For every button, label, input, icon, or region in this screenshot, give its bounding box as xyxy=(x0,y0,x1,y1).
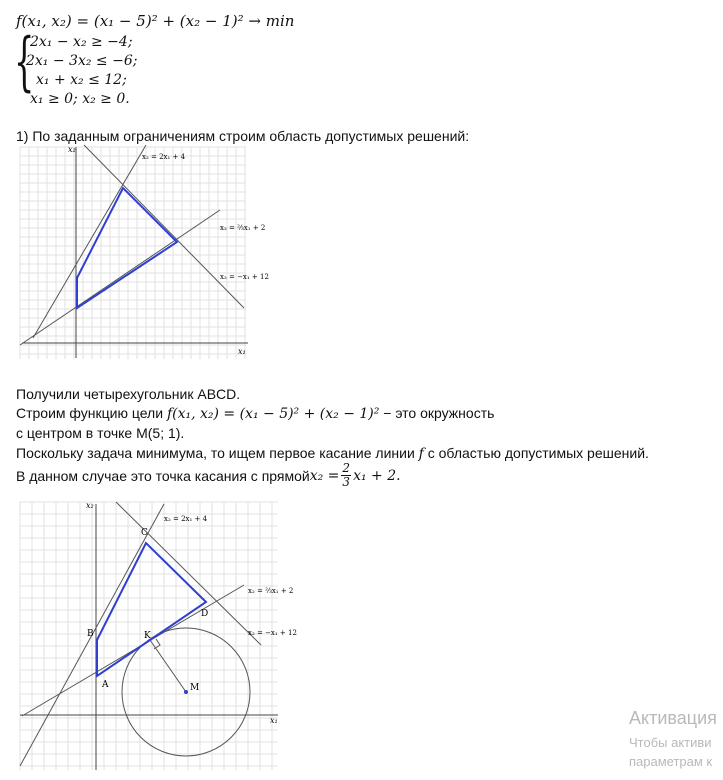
point-C-label: C xyxy=(141,528,148,538)
tangent-rhs: x₁ + 2. xyxy=(353,467,401,484)
activation-watermark-line1: Чтобы активи xyxy=(629,735,712,750)
objective-circle-text xyxy=(16,405,494,422)
activation-watermark-line2: параметрам к xyxy=(629,754,713,769)
graph-grid xyxy=(20,147,246,359)
x2-axis-label: x₂ xyxy=(68,145,76,154)
x1-axis-label: x₁ xyxy=(270,716,278,725)
fraction-denominator: 3 xyxy=(342,475,351,489)
minimum-text-prefix: Поскольку задача минимума, то ищем первое касание линии xyxy=(16,445,419,461)
tangent-fraction xyxy=(341,462,351,489)
tangent-line-text xyxy=(16,462,401,489)
point-M-marker xyxy=(184,690,188,694)
activation-watermark-title: Активация xyxy=(629,708,717,728)
point-D-label: D xyxy=(201,609,209,619)
system-brace: { xyxy=(14,25,35,99)
line-2-3-x1-plus-2 xyxy=(20,210,220,345)
point-B-label: B xyxy=(87,629,94,639)
minimum-search-text xyxy=(16,445,649,462)
point-M-label: M xyxy=(190,683,200,693)
fraction-numerator: 2 xyxy=(342,461,351,475)
objective-formula-inline: f(x₁, x₂) = (x₁ − 5)² + (x₂ − 1)² xyxy=(166,406,380,422)
circle-center-text: с центром в точке M(5; 1). xyxy=(16,425,185,441)
label-line-2x1-plus-4: x₂ = 2x₁ + 4 xyxy=(142,153,186,161)
tangent-text-prefix: В данном случае это точка касания с прямой xyxy=(16,467,310,484)
label-line-minus-x1-plus-12: x₂ = −x₁ + 12 xyxy=(220,273,269,281)
objective-text-prefix: Строим функцию цели xyxy=(16,405,167,421)
objective-text-suffix: − это окружность xyxy=(379,405,495,421)
constraint-1: 2x₁ − x₂ ≥ −4; xyxy=(30,34,133,50)
x1-axis-label: x₁ xyxy=(238,347,246,356)
tangency-graph xyxy=(16,498,316,774)
label-line-2-3-x1-plus-2: x₂ = ⅔x₁ + 2 xyxy=(248,587,294,595)
minimum-text-f: f xyxy=(418,446,424,462)
constraint-4: x₁ ≥ 0; x₂ ≥ 0. xyxy=(30,91,130,107)
constraint-3: x₁ + x₂ ≤ 12; xyxy=(36,72,127,88)
point-A-label: A xyxy=(102,680,109,690)
result-quadrilateral: Получили четырехугольник ABCD. xyxy=(16,386,241,402)
point-K-label: K xyxy=(144,631,151,641)
constraint-2: 2x₁ − 3x₂ ≤ −6; xyxy=(26,53,138,69)
tangent-lhs: x₂ = xyxy=(309,467,340,484)
minimum-text-suffix: с областью допустимых решений. xyxy=(423,445,649,461)
step-1-heading: 1) По заданным ограничениям строим область допустимых решений: xyxy=(16,128,470,144)
label-line-2x1-plus-4: x₂ = 2x₁ + 4 xyxy=(164,515,208,523)
feasible-region-graph xyxy=(16,143,280,363)
label-line-2-3-x1-plus-2: x₂ = ⅔x₁ + 2 xyxy=(220,224,266,232)
label-line-minus-x1-plus-12: x₂ = −x₁ + 12 xyxy=(248,629,297,637)
x2-axis-label: x₂ xyxy=(86,501,94,510)
objective-function: f(x₁, x₂) = (x₁ − 5)² + (x₂ − 1)² → min xyxy=(16,12,295,30)
